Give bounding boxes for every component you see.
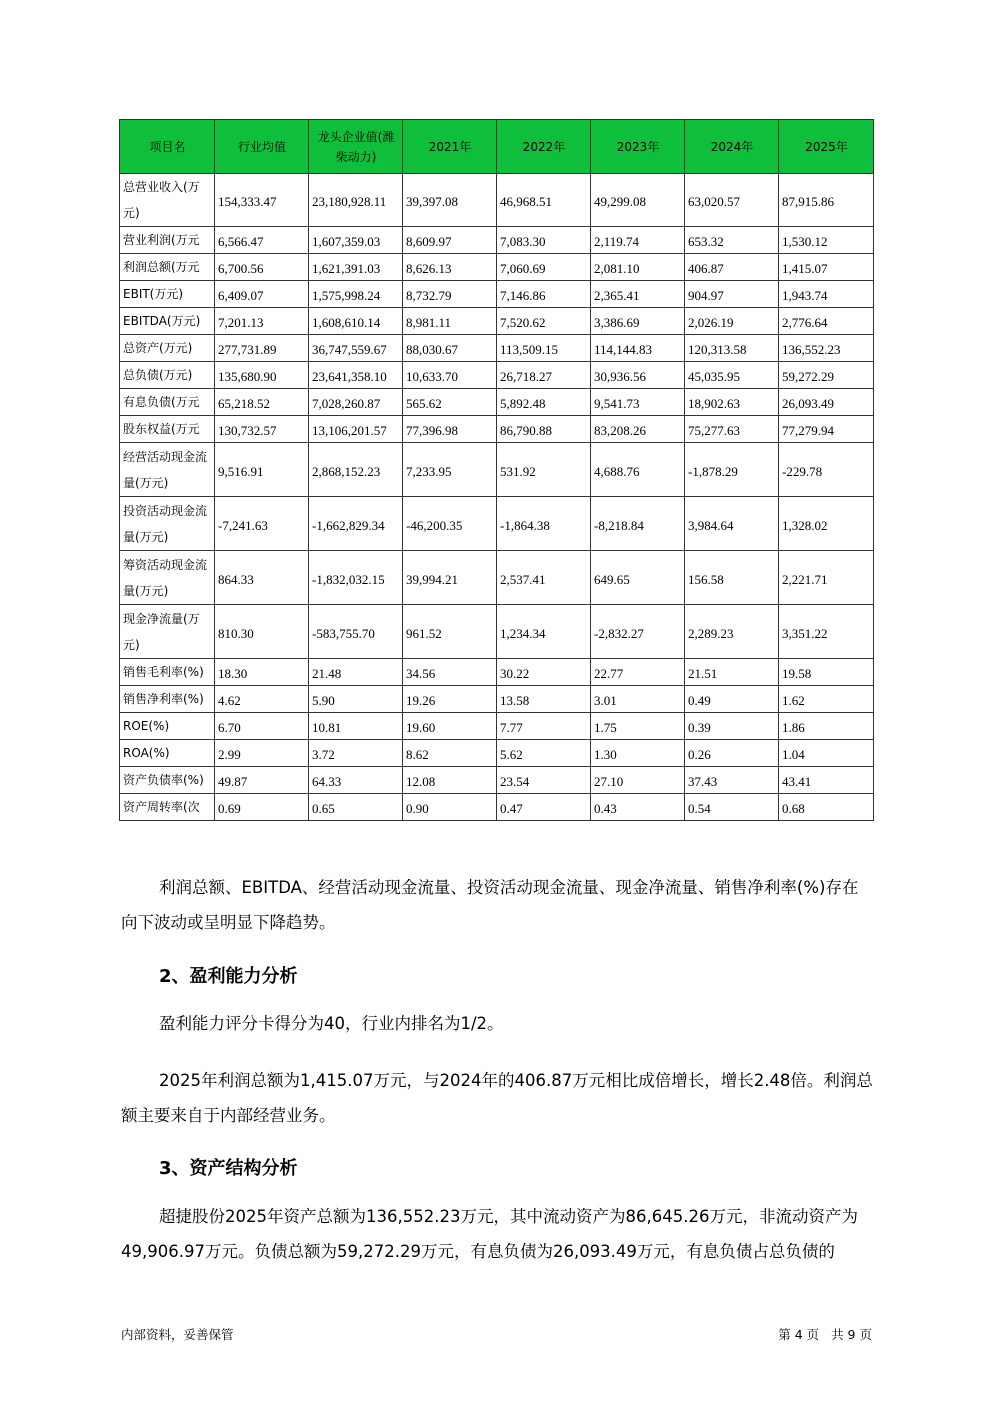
score-paragraph: 盈利能力评分卡得分为40，行业内排名为1/2。 [159,1014,504,1033]
row-label: 销售净利率(%) [120,686,215,713]
table-row [120,740,874,767]
table-cell: 6,700.56 [215,254,309,281]
table-row [120,713,874,740]
table-cell: 1,607,359.03 [309,227,403,254]
table-cell: 39,994.21 [403,551,497,605]
row-label: 资产负债率(%) [120,767,215,794]
table-cell: -8,218.84 [591,497,685,551]
table-cell: 1.75 [591,713,685,740]
table-cell: 27.10 [591,767,685,794]
row-label: 总营业收入(万元) [120,174,215,227]
table-cell: 86,790.88 [497,416,591,443]
table-cell: 46,968.51 [497,174,591,227]
table-cell: 39,397.08 [403,174,497,227]
table-row [120,335,874,362]
row-label: EBITDA(万元) [120,308,215,335]
table-cell: 7,083.30 [497,227,591,254]
table-cell: -1,878.29 [685,443,779,497]
table-cell: 19.60 [403,713,497,740]
table-cell: 2,081.10 [591,254,685,281]
table-cell: 26,093.49 [779,389,874,416]
row-label: EBIT(万元) [120,281,215,308]
row-label: 资产周转率(次 [120,794,215,821]
table-cell: 5.62 [497,740,591,767]
row-label: 利润总额(万元 [120,254,215,281]
table-row [120,605,874,659]
table-cell: 45,035.95 [685,362,779,389]
table-cell: 88,030.67 [403,335,497,362]
table-cell: 2,537.41 [497,551,591,605]
table-row [120,362,874,389]
table-cell: -1,662,829.34 [309,497,403,551]
table-cell: 156.58 [685,551,779,605]
table-cell: 8,981.11 [403,308,497,335]
table-cell: 23,180,928.11 [309,174,403,227]
table-row [120,227,874,254]
table-row [120,174,874,227]
table-cell: 649.65 [591,551,685,605]
table-cell: 18,902.63 [685,389,779,416]
table-cell: 2,119.74 [591,227,685,254]
table-cell: -229.78 [779,443,874,497]
row-label: 股东权益(万元 [120,416,215,443]
column-header: 行业均值 [215,120,309,174]
table-cell: 65,218.52 [215,389,309,416]
column-header: 2023年 [591,120,685,174]
table-cell: 9,516.91 [215,443,309,497]
table-cell: 21.51 [685,659,779,686]
row-label: 经营活动现金流量(万元) [120,443,215,497]
table-cell: 77,279.94 [779,416,874,443]
table-cell: 13.58 [497,686,591,713]
table-cell: 13,106,201.57 [309,416,403,443]
table-row [120,254,874,281]
table-cell: -2,832.27 [591,605,685,659]
table-cell: 8,609.97 [403,227,497,254]
table-cell: -46,200.35 [403,497,497,551]
table-row [120,551,874,605]
table-cell: 1,943.74 [779,281,874,308]
table-cell: 9,541.73 [591,389,685,416]
table-row [120,686,874,713]
table-cell: 277,731.89 [215,335,309,362]
table-cell: 87,915.86 [779,174,874,227]
table-cell: 135,680.90 [215,362,309,389]
table-cell: 34.56 [403,659,497,686]
table-cell: 3.01 [591,686,685,713]
table-cell: 8,732.79 [403,281,497,308]
row-label: 筹资活动现金流量(万元) [120,551,215,605]
row-label: ROE(%) [120,713,215,740]
table-cell: 0.69 [215,794,309,821]
table-cell: 64.33 [309,767,403,794]
table-row [120,389,874,416]
footer-confidential: 内部资料，妥善保管 [121,1327,234,1342]
column-header: 项目名 [120,120,215,174]
table-cell: 113,509.15 [497,335,591,362]
table-cell: 2,289.23 [685,605,779,659]
table-cell: -7,241.63 [215,497,309,551]
table-cell: 59,272.29 [779,362,874,389]
column-header: 龙头企业值(潍柴动力) [309,120,403,174]
row-label: ROA(%) [120,740,215,767]
table-row [120,308,874,335]
assets-paragraph: 超捷股份2025年资产总额为136,552.23万元，其中流动资产为86,645.26万元，非流动资产为49,906.97万元。负债总额为59,272.29万元，有息负债为26,093.49万元，有息负债占总负债的 [121,1207,858,1261]
table-row [120,443,874,497]
table-cell: 0.26 [685,740,779,767]
table-cell: 19.26 [403,686,497,713]
table-cell: 8.62 [403,740,497,767]
section-heading-profitability: 2、盈利能力分析 [159,966,298,987]
table-cell: 43.41 [779,767,874,794]
table-row [120,767,874,794]
table-cell: 114,144.83 [591,335,685,362]
footer-page-number: 第 4 页 共 9 页 [778,1327,872,1342]
table-cell: 1,575,998.24 [309,281,403,308]
financial-table [119,119,874,821]
table-cell: 2,026.19 [685,308,779,335]
table-cell: 1,530.12 [779,227,874,254]
table-cell: 1.62 [779,686,874,713]
table-cell: 3.72 [309,740,403,767]
table-cell: 12.08 [403,767,497,794]
table-cell: 1.04 [779,740,874,767]
table-cell: 19.58 [779,659,874,686]
table-cell: 3,351.22 [779,605,874,659]
table-cell: 120,313.58 [685,335,779,362]
table-cell: 23,641,358.10 [309,362,403,389]
table-cell: 10.81 [309,713,403,740]
section-heading-asset-structure: 3、资产结构分析 [159,1158,298,1179]
table-cell: 2,776.64 [779,308,874,335]
table-cell: 0.47 [497,794,591,821]
table-cell: 565.62 [403,389,497,416]
table-cell: 5,892.48 [497,389,591,416]
table-cell: 30,936.56 [591,362,685,389]
table-cell: 1,328.02 [779,497,874,551]
table-cell: 49,299.08 [591,174,685,227]
table-cell: 10,633.70 [403,362,497,389]
table-cell: 2,365.41 [591,281,685,308]
table-cell: 7,028,260.87 [309,389,403,416]
table-row [120,794,874,821]
table-cell: 21.48 [309,659,403,686]
table-cell: 6.70 [215,713,309,740]
table-cell: 0.39 [685,713,779,740]
table-cell: 18.30 [215,659,309,686]
profit-paragraph: 2025年利润总额为1,415.07万元，与2024年的406.87万元相比成倍增长，增长2.48倍。利润总额主要来自于内部经营业务。 [121,1071,873,1125]
table-cell: 5.90 [309,686,403,713]
table-cell: 406.87 [685,254,779,281]
table-cell: 0.90 [403,794,497,821]
table-cell: 7,146.86 [497,281,591,308]
row-label: 销售毛利率(%) [120,659,215,686]
table-cell: 531.92 [497,443,591,497]
row-label: 投资活动现金流量(万元) [120,497,215,551]
row-label: 现金净流量(万元) [120,605,215,659]
column-header: 2025年 [779,120,874,174]
row-label: 营业利润(万元 [120,227,215,254]
table-cell: 1,234.34 [497,605,591,659]
trend-paragraph: 利润总额、EBITDA、经营活动现金流量、投资活动现金流量、现金净流量、销售净利率(%)存在向下波动或呈明显下降趋势。 [121,878,859,932]
table-cell: 63,020.57 [685,174,779,227]
table-cell: 1,608,610.14 [309,308,403,335]
table-header [120,120,874,174]
table-cell: 1.86 [779,713,874,740]
table-cell: 1,621,391.03 [309,254,403,281]
table-cell: 7.77 [497,713,591,740]
table-cell: 77,396.98 [403,416,497,443]
table-cell: 30.22 [497,659,591,686]
row-label: 总负债(万元) [120,362,215,389]
table-cell: 4.62 [215,686,309,713]
table-cell: 3,984.64 [685,497,779,551]
table-cell: 22.77 [591,659,685,686]
table-cell: 6,566.47 [215,227,309,254]
table-cell: 0.65 [309,794,403,821]
table-cell: 75,277.63 [685,416,779,443]
table-cell: 7,520.62 [497,308,591,335]
table-cell: 904.97 [685,281,779,308]
table-cell: 37.43 [685,767,779,794]
table-cell: -1,864.38 [497,497,591,551]
table-cell: 2,868,152.23 [309,443,403,497]
table-cell: 154,333.47 [215,174,309,227]
table-cell: 0.54 [685,794,779,821]
table-row [120,281,874,308]
table-cell: 1,415.07 [779,254,874,281]
table-cell: 130,732.57 [215,416,309,443]
table-cell: 8,626.13 [403,254,497,281]
table-row [120,416,874,443]
column-header: 2022年 [497,120,591,174]
row-label: 有息负债(万元 [120,389,215,416]
table-row [120,659,874,686]
table-cell: 3,386.69 [591,308,685,335]
table-body [120,174,874,821]
row-label: 总资产(万元) [120,335,215,362]
table-cell: 653.32 [685,227,779,254]
table-cell: 26,718.27 [497,362,591,389]
table-cell: 49.87 [215,767,309,794]
table-cell: 810.30 [215,605,309,659]
table-cell: 864.33 [215,551,309,605]
table-row [120,497,874,551]
table-cell: 2.99 [215,740,309,767]
table-header-row [120,120,874,174]
column-header: 2024年 [685,120,779,174]
table-cell: 0.49 [685,686,779,713]
table-cell: 7,060.69 [497,254,591,281]
table-cell: -1,832,032.15 [309,551,403,605]
table-cell: 136,552.23 [779,335,874,362]
table-cell: 1.30 [591,740,685,767]
table-cell: 7,233.95 [403,443,497,497]
table-cell: 36,747,559.67 [309,335,403,362]
table-cell: 4,688.76 [591,443,685,497]
table-cell: 23.54 [497,767,591,794]
table-cell: 7,201.13 [215,308,309,335]
table-cell: 961.52 [403,605,497,659]
column-header: 2021年 [403,120,497,174]
table-cell: 6,409.07 [215,281,309,308]
table-cell: 2,221.71 [779,551,874,605]
table-cell: -583,755.70 [309,605,403,659]
table-cell: 0.68 [779,794,874,821]
table-cell: 0.43 [591,794,685,821]
table-cell: 83,208.26 [591,416,685,443]
